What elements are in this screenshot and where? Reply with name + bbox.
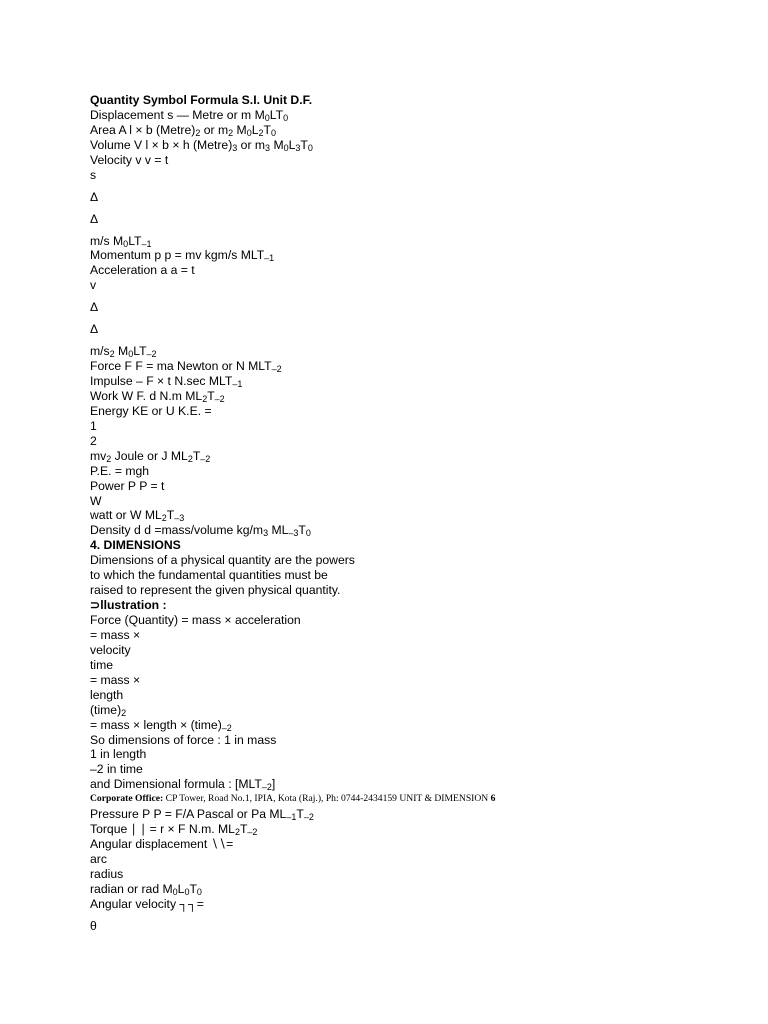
text-segment: L <box>288 137 296 152</box>
subscript: 0 <box>246 127 252 138</box>
subscript: –2 <box>271 364 282 375</box>
subscript: 0 <box>123 238 129 249</box>
subscript: 2 <box>109 349 115 360</box>
text-line-velocity-delta1 <box>90 190 730 205</box>
footer-page-number: 6 <box>490 793 496 805</box>
text-segment: Angular velocity ┐┐= <box>90 896 204 911</box>
text-line-energy-unit <box>90 449 730 464</box>
text-line-momentum <box>90 248 730 263</box>
text-segment: m/s M <box>90 233 124 248</box>
subscript: 2 <box>195 127 201 138</box>
text-line-para-3 <box>90 583 730 598</box>
text-segment: 2 <box>90 433 97 448</box>
text-segment: Δ <box>90 322 99 337</box>
text-segment: Volume V l × b × h (Metre) <box>90 137 233 152</box>
text-segment: s <box>90 167 97 182</box>
text-segment: velocity <box>90 642 131 657</box>
subscript: –2 <box>214 393 225 404</box>
subscript: –1 <box>232 379 243 389</box>
text-line-volume <box>90 138 730 153</box>
subscript: 2 <box>121 707 127 718</box>
text-segment: Velocity v v = t <box>90 152 169 167</box>
subscript: 2 <box>202 393 208 404</box>
subscript: 0 <box>128 349 134 360</box>
text-segment: θ <box>90 918 97 933</box>
subscript: 0 <box>305 528 311 539</box>
text-line-ill-11 <box>90 762 730 777</box>
text-segment: Acceleration a a = t <box>90 263 195 278</box>
text-segment: arc <box>90 852 107 866</box>
text-line-velocity-unit <box>90 234 730 249</box>
text-line-ill-2 <box>90 628 730 643</box>
text-segment: M <box>270 137 284 152</box>
text-line-velocity-s <box>90 168 730 183</box>
page-footer <box>90 792 730 807</box>
text-line-velocity-delta2 <box>90 212 730 227</box>
text-line-para-1 <box>90 553 730 568</box>
text-segment: T <box>296 807 304 822</box>
text-line-area <box>90 123 730 138</box>
text-line-velocity <box>90 153 730 168</box>
text-segment: ] <box>271 777 276 792</box>
text-line-acceleration <box>90 263 730 278</box>
text-segment: Momentum p p = mv kgm/s MLT <box>90 248 265 263</box>
text-segment: Δ <box>90 211 99 226</box>
text-line-displacement <box>90 108 730 123</box>
footer-text: CP Tower, Road No.1, IPIA, Kota (Raj.), Ph: 0744-2434159 UNIT & DIMENSION <box>163 793 491 805</box>
subscript: –2 <box>146 349 157 360</box>
text-segment: Area A l × b (Metre) <box>90 122 196 137</box>
text-segment: P.E. = mgh <box>90 463 150 478</box>
subscript: 0 <box>264 112 270 123</box>
text-segment: Power P P = t <box>90 478 165 493</box>
text-segment: Torque ∣ ∣ = r × F N.m. ML <box>90 822 235 837</box>
text-line-energy-2 <box>90 434 730 449</box>
subscript: –2 <box>200 453 211 464</box>
subscript: 0 <box>307 142 313 153</box>
text-segment: ML <box>268 523 289 538</box>
text-line-ill-8 <box>90 718 730 733</box>
subscript: 3 <box>265 142 271 153</box>
text-line-ill-6 <box>90 688 730 703</box>
text-segment: 4. DIMENSIONS <box>90 538 181 553</box>
text-line-av-theta <box>90 919 730 934</box>
text-segment: Energy KE or U K.E. = <box>90 403 212 418</box>
text-line-ill-7 <box>90 703 730 718</box>
text-line-acceleration-delta1 <box>90 300 730 315</box>
text-segment: Joule or J ML <box>111 448 188 463</box>
subscript: 2 <box>258 127 264 138</box>
table-header: Quantity Symbol Formula S.I. Unit D.F. <box>90 93 313 107</box>
text-segment: = mass × length × (time) <box>90 717 222 732</box>
subscript: –2 <box>221 722 232 733</box>
text-segment: and Dimensional formula : [MLT <box>90 777 262 792</box>
text-line-ill-1 <box>90 613 730 628</box>
text-line-acceleration-delta2 <box>90 322 730 337</box>
text-line-energy <box>90 404 730 419</box>
text-line-ill-10 <box>90 747 730 762</box>
text-line-impulse <box>90 374 730 389</box>
subscript: –3 <box>174 513 185 524</box>
text-line-force <box>90 359 730 374</box>
text-segment: T <box>207 388 215 403</box>
text-block-main <box>90 108 730 792</box>
subscript: 0 <box>283 142 289 153</box>
text-segment: T <box>298 523 306 538</box>
subscript: –1 <box>141 238 152 249</box>
subscript: –2 <box>247 827 258 838</box>
text-line-pressure <box>90 807 730 822</box>
text-segment: Angular displacement ∖∖= <box>90 837 234 852</box>
text-line-angular-displacement <box>90 837 730 852</box>
text-segment: LT <box>269 107 284 122</box>
text-segment: Displacement s — Metre or m M <box>90 107 265 122</box>
text-segment: 1 <box>90 418 97 433</box>
text-segment: Pressure P P = F/A Pascal or Pa ML <box>90 807 287 822</box>
text-segment: = mass × <box>90 672 141 687</box>
text-line-ad-arc <box>90 852 730 867</box>
subscript: –2 <box>261 782 272 793</box>
subscript: 2 <box>187 453 193 464</box>
text-segment: T <box>300 137 308 152</box>
text-segment: v <box>90 278 97 293</box>
text-line-density <box>90 523 730 538</box>
text-line-pe <box>90 464 730 479</box>
text-line-work <box>90 389 730 404</box>
text-segment: –2 in time <box>90 762 143 777</box>
subscript: 2 <box>106 453 112 464</box>
subscript: –2 <box>303 812 314 823</box>
subscript: –1 <box>264 253 275 264</box>
subscript: 0 <box>172 886 178 897</box>
page-content <box>90 93 730 934</box>
text-line-acceleration-unit <box>90 344 730 359</box>
text-line-ad-radius <box>90 867 730 882</box>
subscript: 0 <box>184 886 190 897</box>
text-line-ill-3 <box>90 643 730 658</box>
subscript: 2 <box>234 827 240 838</box>
text-segment: Density d d =mass/volume kg/m <box>90 523 264 538</box>
subscript: 0 <box>283 112 289 123</box>
text-segment: radian or rad M <box>90 881 173 896</box>
text-segment: Work W F. d N.m ML <box>90 388 203 403</box>
text-segment: W <box>90 493 102 508</box>
text-segment: (time) <box>90 702 122 717</box>
subscript: 0 <box>196 886 202 897</box>
text-segment: = mass × <box>90 627 141 642</box>
text-segment: Impulse – F × t N.sec MLT <box>90 374 233 388</box>
subscript: 3 <box>295 142 301 153</box>
subscript: 3 <box>263 528 269 539</box>
subscript: 3 <box>232 142 238 153</box>
subscript: –3 <box>288 528 299 539</box>
text-segment: Δ <box>90 300 99 315</box>
text-segment: T <box>239 822 248 837</box>
text-segment: T <box>189 881 197 896</box>
text-segment: T <box>166 508 175 523</box>
text-segment: watt or W ML <box>90 508 162 523</box>
text-line-ad-unit <box>90 882 730 897</box>
text-segment: length <box>90 687 124 702</box>
footer-label: Corporate Office: <box>90 793 164 805</box>
text-segment: m/s <box>90 344 110 359</box>
text-segment: 1 in length <box>90 747 147 762</box>
text-segment: L <box>177 881 185 896</box>
text-segment: ⊃llustration : <box>90 598 167 613</box>
text-segment: L <box>251 122 259 137</box>
text-line-power <box>90 479 730 494</box>
text-line-ill-4 <box>90 658 730 673</box>
text-segment: M <box>233 122 247 137</box>
text-block-continued <box>90 807 730 934</box>
text-segment: or m <box>237 137 266 152</box>
text-line-ill-12 <box>90 777 730 792</box>
text-segment: Δ <box>90 189 99 204</box>
text-segment: mv <box>90 448 107 463</box>
text-segment: raised to represent the given physical quantity. <box>90 583 341 598</box>
text-segment: M <box>114 344 129 359</box>
text-segment: or m <box>200 122 229 137</box>
subscript: –1 <box>286 812 297 823</box>
text-segment: LT <box>133 344 147 359</box>
text-segment: T <box>263 122 271 137</box>
subscript: 2 <box>228 127 234 138</box>
text-segment: So dimensions of force : 1 in mass <box>90 732 277 747</box>
text-segment: T <box>192 448 201 463</box>
text-segment: radius <box>90 866 124 881</box>
text-line-para-2 <box>90 568 730 583</box>
text-line-illustration <box>90 598 730 613</box>
text-segment: LT <box>128 233 142 248</box>
text-line-power-w <box>90 494 730 509</box>
text-line-torque <box>90 822 730 837</box>
text-line-dimensions-heading <box>90 538 730 553</box>
text-line-angular-velocity <box>90 897 730 912</box>
text-line-energy-1 <box>90 419 730 434</box>
text-segment: Force F F = ma Newton or N MLT <box>90 359 272 374</box>
subscript: 0 <box>270 127 276 138</box>
text-segment: time <box>90 657 114 672</box>
text-line-ill-5 <box>90 673 730 688</box>
text-line-power-unit <box>90 508 730 523</box>
text-line-acceleration-v <box>90 278 730 293</box>
text-segment: Dimensions of a physical quantity are the powers <box>90 553 355 568</box>
subscript: 2 <box>161 513 167 524</box>
text-segment: to which the fundamental quantities must be <box>90 568 328 583</box>
text-line-ill-9 <box>90 733 730 748</box>
text-segment: Force (Quantity) = mass × acceleration <box>90 613 301 627</box>
